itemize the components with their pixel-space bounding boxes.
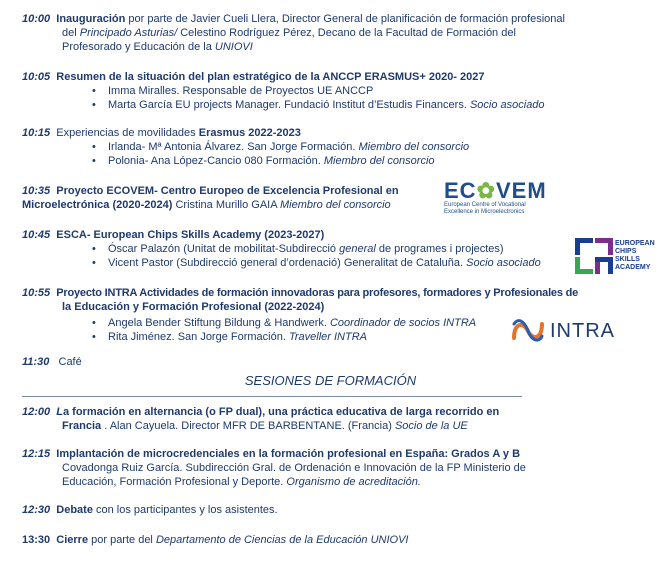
item-italic: Coordinador de socios INTRA (329, 317, 477, 329)
time: 12:00 (22, 406, 51, 418)
item-text: Polonia- Ana López-Cancio 080 Formación. (108, 155, 324, 167)
time: 10:35 (22, 185, 51, 197)
time: 10:45 (22, 229, 51, 241)
item-text: Angela Bender Stiftung Bildung & Handwerk. (108, 317, 330, 329)
item-italic: Miembro del consorcio (323, 155, 435, 167)
bullet-item (108, 242, 504, 256)
item-text: Profesorado y Educación de la (62, 41, 215, 53)
logo-text: ACADEMY (615, 264, 651, 271)
item-title: Debate (56, 504, 93, 516)
item-title: Inauguración (56, 13, 126, 25)
bullet-item (108, 98, 545, 112)
bullet-item (108, 154, 435, 168)
item-text: Irlanda- Mª Antonia Álvarez. San Jorge Formación. (108, 141, 359, 153)
item-title: ESCA- European Chips Skills Academy (2023-2027) (56, 229, 325, 241)
divider (22, 396, 522, 397)
item-title: la Educación y Formación Profesional (2022-2024) (62, 301, 325, 313)
star-icon: ✿ (476, 178, 496, 203)
ecovem-logo (444, 178, 547, 218)
time: 13:30 (22, 534, 51, 546)
item-title: Implantación de microcredenciales en la formación profesional en España: Grados A y B (56, 448, 521, 460)
item-title: Proyecto ECOVEM- Centro Europeo de Excelencia Profesional en (56, 185, 399, 197)
bullet-item (108, 256, 541, 270)
item-italic: Miembro del consorcio (358, 141, 470, 153)
item-italic: Departamento de Ciencias de la Educación UNIOVI (155, 534, 409, 546)
logo-subtext: Excellence in Microelectronics (444, 209, 525, 215)
logo-subtext: European Centre of Vocational (444, 202, 526, 208)
item-title: L (56, 406, 63, 418)
time: 11:30 (22, 356, 50, 368)
item-italic: general (339, 243, 376, 255)
infinity-icon (510, 316, 546, 346)
item-italic: Principado Asturias/ (79, 27, 178, 39)
item-title: Proyecto INTRA Actividades de formación innovadoras para profesores, formadores y Profesionales de (56, 287, 579, 299)
item-italic: Traveller INTRA (288, 331, 367, 343)
item-italic: UNIOVI (214, 41, 253, 53)
item-text: Óscar Palazón (Unitat de mobilitat-Subdirecció (108, 243, 340, 255)
section-heading: SESIONES DE FORMACIÓN (244, 373, 417, 388)
item-text: del (62, 27, 80, 39)
logo-text: EC (444, 178, 477, 203)
bullet-item (108, 84, 373, 98)
bullet-item (108, 316, 476, 330)
item-text: Rita Jiménez. San Jorge Formación. (108, 331, 289, 343)
item-text: de programes i projectes) (375, 243, 504, 255)
item-title: Cierre (56, 534, 89, 546)
item-text: Experiencias de movilidades (56, 127, 199, 139)
item-text: Celestino Rodríguez Pérez, Decano de la Facultad de Formación del (177, 27, 516, 39)
item-title: a formación en alternancia (o FP dual), una práctica educativa de larga recorrido en (63, 406, 500, 418)
esca-logo (575, 238, 659, 274)
logo-text: CHIPS (615, 248, 637, 255)
intra-logo (510, 316, 630, 346)
logo-text: SKILLS (615, 256, 640, 263)
item-italic: Organismo de acreditación. (286, 476, 421, 488)
item-italic: Socio de la UE (394, 420, 468, 432)
time: 12:15 (22, 448, 51, 460)
chip-icon (575, 238, 613, 274)
item-italic: Socio asociado (466, 257, 541, 269)
item-text: por parte de Javier Cueli Llera, Director General de planificación de formación profesional (125, 13, 565, 25)
item-italic: Socio asociado (469, 99, 545, 111)
time: 10:55 (22, 287, 51, 299)
time: 10:05 (22, 71, 51, 83)
logo-text: INTRA (550, 320, 615, 342)
time: 10:00 (22, 13, 51, 25)
item-title: Microelectrónica (2020-2024) (22, 199, 173, 211)
item-text: por parte del (88, 534, 156, 546)
item-text: Cristina Murillo GAIA (172, 199, 281, 211)
logo-text: VEM (496, 178, 547, 203)
item-title: Francia (62, 420, 102, 432)
item-text: . Alan Cayuela. Director MFR DE BARBENTANE. (Francia) (101, 420, 395, 432)
time: 12:30 (22, 504, 51, 516)
bullet-item (108, 140, 469, 154)
item-text: Imma Miralles. Responsable de Proyectos UE ANCCP (108, 85, 374, 97)
item-text: Café (58, 356, 82, 368)
item-italic: Miembro del consorcio (280, 199, 391, 211)
item-title: Resumen de la situación del plan estratégico de la ANCCP ERASMUS+ 2020- 2027 (56, 71, 485, 83)
item-text: Marta García EU projects Manager. Fundació Institut d’Estudis Financers. (108, 99, 470, 111)
item-text: Educación, Formación Profesional y Deporte. (62, 476, 287, 488)
bullet-item (108, 330, 367, 344)
time: 10:15 (22, 127, 51, 139)
item-text: Vicent Pastor (Subdirecció general d’ordenació) Generalitat de Cataluña. (108, 257, 467, 269)
item-text: Covadonga Ruiz García. Subdirección Gral. de Ordenación e Innovación de la FP Ministerio de (62, 462, 526, 474)
logo-text: EUROPEAN (615, 240, 655, 247)
item-title: Erasmus 2022-2023 (198, 127, 301, 139)
item-text: con los participantes y los asistentes. (92, 504, 278, 516)
